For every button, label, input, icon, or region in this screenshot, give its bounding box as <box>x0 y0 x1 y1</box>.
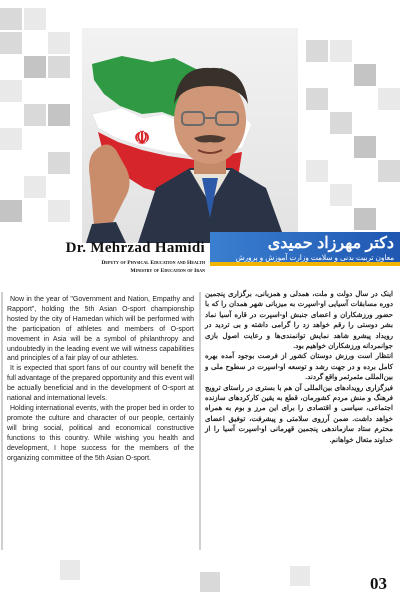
decor-square <box>48 104 70 126</box>
decor-square <box>200 572 220 592</box>
decor-square <box>378 88 400 110</box>
decor-square <box>354 208 376 230</box>
decor-square <box>48 32 70 54</box>
decor-square <box>354 136 376 158</box>
decor-square <box>0 128 22 150</box>
persian-paragraph: اینک در سال دولت و ملت، همدلی و همزبانی، برگزاری پنجمین دوره مسابقات آسیایی او-اسپرت به میزبانی شهر همدان را که با حضور ورزشکاران و اعضای جنبش او-اسپرت در قاره آسیا نماد بشر دوستی را رقم خواهد زد را گرامی داشته و بی تردید در رویداد پیشرو شاهد نمایش توانمندی‌ها و رعایت اصول بازی جوانمردانه ورزشکاران خواهیم بود. <box>205 291 393 351</box>
decor-square <box>48 200 70 222</box>
decor-square <box>24 8 46 30</box>
portrait-illustration <box>82 28 298 243</box>
page-number: 03 <box>370 574 387 593</box>
decor-square <box>48 152 70 174</box>
decor-square <box>330 40 352 62</box>
decor-square <box>60 560 80 580</box>
decor-square <box>378 160 400 182</box>
left-edge-rule <box>1 292 3 550</box>
decor-square <box>290 566 310 586</box>
portrait-photo <box>82 28 298 243</box>
svg-text:☫: ☫ <box>134 128 151 148</box>
english-paragraph: Now in the year of "Government and Nation, Empathy and Rapport", holding the 5th Asian O-sport championship hosted by the city of Hamedan which will be performed with the participation of athletes and members of O-sport movement in Asia will be a symbol of philanthropy and undoubtedly in the leading event we will witness capabilities and principles of a fair play of our athletes. <box>7 296 194 363</box>
person-name-fa: دکتر مهرزاد حمیدی <box>267 235 394 252</box>
decor-square <box>0 200 22 222</box>
english-paragraph: Holding international events, with the proper bed in order to promote the culture and character of our people, certainly will bring social, political and economical constructive functions to this country. While wishing you health and development, I hope success for the members of the organizing committee of the 5th Asian O-sport. <box>7 404 194 462</box>
decor-square <box>48 56 70 78</box>
persian-paragraph: انتظار است ورزش دوستان کشور از فرصت بوجود آمده بهره کامل برده و در جهت رشد و توسعه او-اسپرت در سطوح ملی و بین‌المللی مثمرثمر واقع گردند. <box>205 353 393 382</box>
english-paragraph: It is expected that sport fans of our country will benefit the full advantage of the prepared opportunity and this event will be actually beneficial and in the development of O-sport at national and international levels. <box>7 365 194 403</box>
decor-square <box>306 160 328 182</box>
decor-square <box>24 56 46 78</box>
decor-square <box>0 80 22 102</box>
decor-square <box>354 64 376 86</box>
decor-square <box>24 104 46 126</box>
english-column <box>7 295 194 463</box>
decor-square <box>306 40 328 62</box>
name-block-en <box>0 240 205 275</box>
person-name-en: Dr. Mehrzad Hamidi <box>65 240 205 256</box>
decor-square <box>330 112 352 134</box>
column-divider <box>199 292 201 550</box>
decor-square <box>0 8 22 30</box>
persian-column <box>205 290 393 446</box>
decor-square <box>330 184 352 206</box>
person-role-en-2: Ministry of Education of Iran <box>130 268 205 274</box>
decor-square <box>306 88 328 110</box>
decor-square <box>0 32 22 54</box>
persian-paragraph: فیزگزاری رویدادهای بین‌المللی آن هم با بستری در راستای ترویج فرهنگ و منش مردم کشورمان، قطع به یقین کارکردهای سازنده اجتماعی، سیاسی و اقتصادی را برای این مرز و بوم به همراه خواهد داشت. ضمن آرزوی سلامتی و پیشرفت، توفیق اعضای محترم ستاد سازماندهی پنجمین قهرمانی او-اسپرت آسیا را از خداوند متعال خواهانم. <box>205 384 393 444</box>
decor-square <box>24 176 46 198</box>
person-role-fa: معاون تربیت بدنی و سلامت وزارت آموزش و پرورش <box>235 253 394 262</box>
person-role-en-1: Deputy of Physical Education and Health <box>101 260 205 266</box>
